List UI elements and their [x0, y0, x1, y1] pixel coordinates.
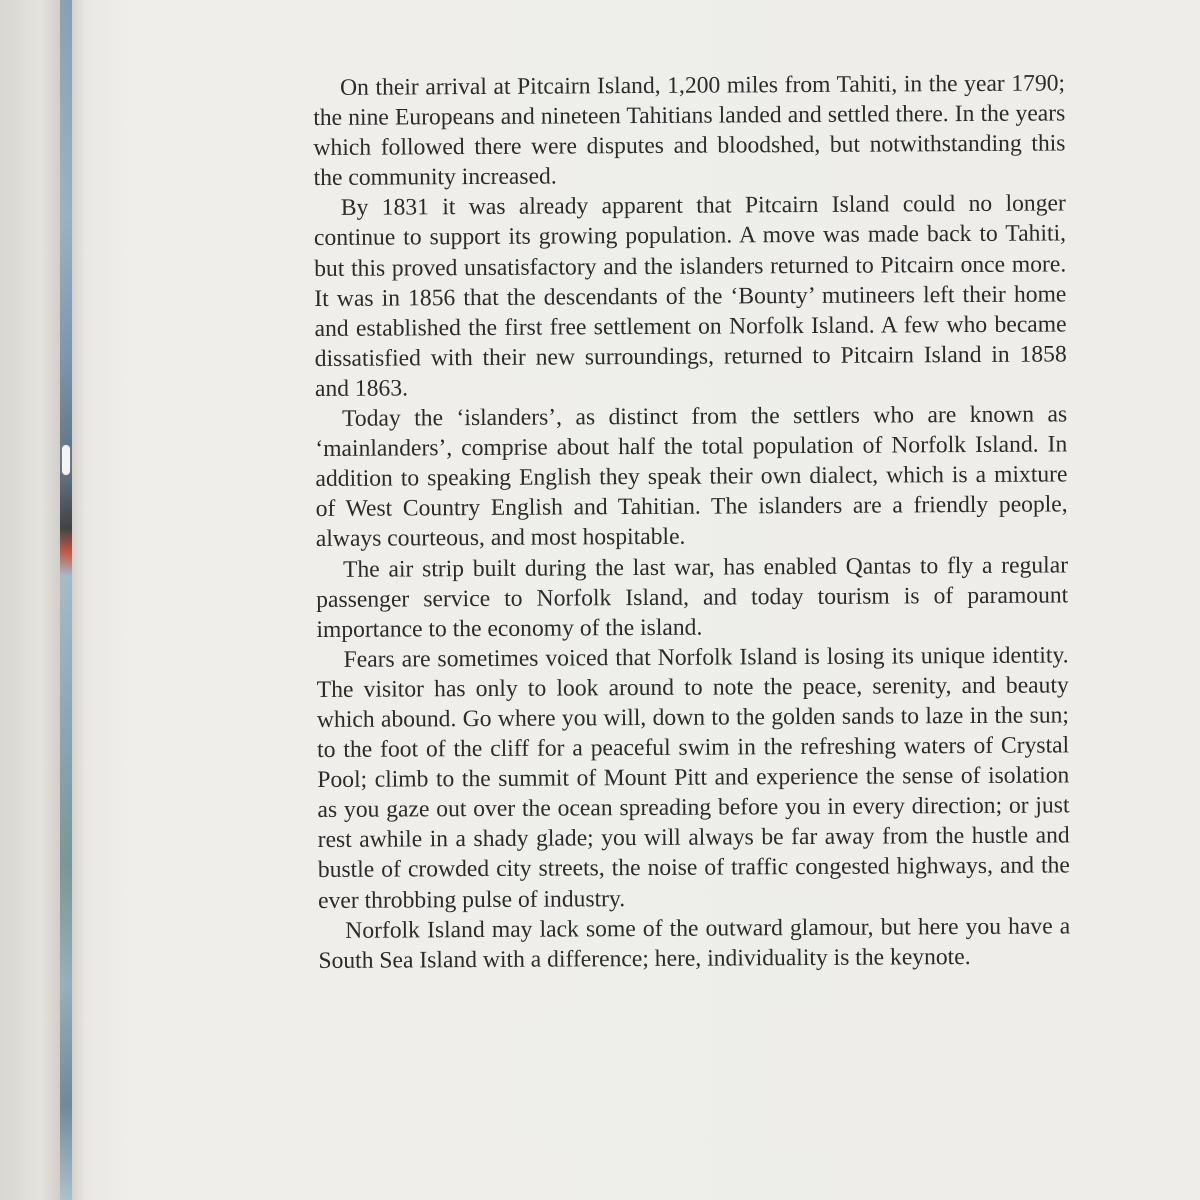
paragraph-norfolk-settlement: By 1831 it was already apparent that Pitcairn Island could no longer continue to support its growing population. A move was made back to Tahiti, but this proved unsatisfactory and the islanders returned to Pitcairn once more. It was in 1856 that the descendants of the ‘Bounty’ mutineers left their home and established the first free settlement on Norfolk Island. A few who became dissatisfied with their new surroundings, returned to Pitcairn Island in 1858 and 1863.	[313, 190, 1067, 402]
page-text	[313, 68, 1071, 975]
paragraph-keynote: Norfolk Island may lack some of the outward glamour, but here you have a South Sea Island with a difference; here, individuality is the keynote.	[318, 913, 1071, 974]
binding-staple	[62, 445, 70, 475]
adjacent-page-photo-edge	[60, 0, 72, 1200]
paragraph-unique-identity: Fears are sometimes voiced that Norfolk Island is losing its unique identity. The visitor has only to look around to note the peace, serenity, and beauty which abound. Go where you will, down to the golden sands to laze in the sun; to the foot of the cliff for a peaceful swim in the refreshing waters of Crystal Pool; climb to the summit of Mount Pitt and experience the sense of isolation as you gaze out over the ocean spreading before you in every direction; or just rest awhile in a shady glade; you will always be far away from the hustle and bustle of crowded city streets, the noise of traffic congested highways, and the ever throbbing pulse of industry.	[316, 642, 1070, 914]
paragraph-pitcairn-arrival: On their arrival at Pitcairn Island, 1,200 miles from Tahiti, in the year 1790; the nine Europeans and nineteen Tahitians landed and settled there. In the years which followed there were disputes and bloodshed, but notwithstanding this the community increased.	[313, 70, 1066, 192]
paragraph-islanders: Today the ‘islanders’, as distinct from the settlers who are known as ‘mainlanders’, comprise about half the total population of Norfolk Island. In addition to speaking English they speak their own dialect, which is a mixture of West Country English and Tahitian. The islanders are a friendly people, always courteous, and most hospitable.	[315, 401, 1068, 553]
paragraph-air-strip: The air strip built during the last war, has enabled Qantas to fly a regular passenger service to Norfolk Island, and today tourism is of paramount importance to the economy of the island.	[316, 551, 1069, 643]
